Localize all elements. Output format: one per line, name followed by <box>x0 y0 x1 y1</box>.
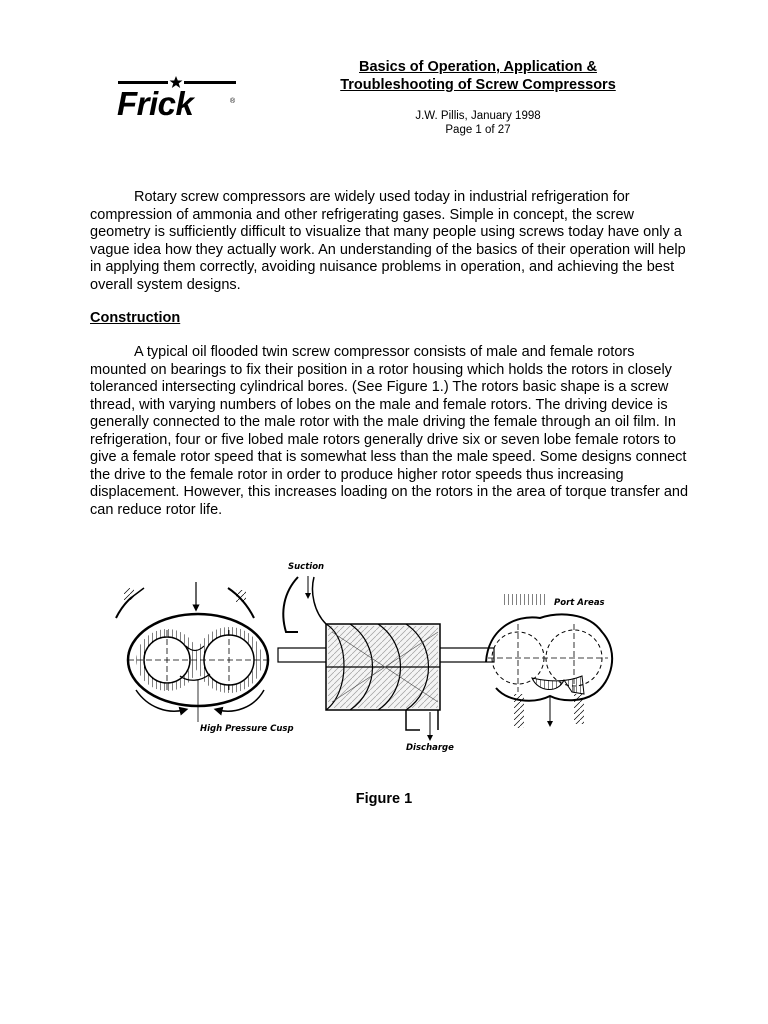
construction-heading: Construction <box>90 310 181 326</box>
center-rotor-view <box>278 562 494 753</box>
left-cross-section <box>116 582 294 734</box>
port-areas-legend-hatch <box>502 594 548 605</box>
figure-caption: Figure 1 <box>355 791 413 807</box>
right-port-view <box>486 594 612 728</box>
registered-mark: ® <box>230 98 236 105</box>
logo-wordmark: Frick <box>117 85 194 122</box>
label-port-areas: Port Areas <box>554 598 605 608</box>
label-discharge: Discharge <box>406 743 454 753</box>
intro-paragraph: Rotary screw compressors are widely used today in industrial refrigeration for compression of ammonia and other refrigerating gases. Simple in concept, the screw geometry is sufficiently difficult to visualize that many people using screws today have only a vague idea how they actually work. An understanding of the basics of their operation will help in applying them correctly, avoiding nuisance problems in operation, and achieving the best overall system designs. <box>90 189 686 293</box>
label-high-pressure-cusp: High Pressure Cusp <box>200 724 294 734</box>
frick-logo <box>116 76 240 122</box>
title-line-1: Basics of Operation, Application & <box>359 59 597 75</box>
construction-paragraph: A typical oil flooded twin screw compressor consists of male and female rotors mounted on bearings to fix their position in a rotor housing which holds the rotors in closely toleranced intersecting cylindrical bores. (See Figure 1.) The rotors basic shape is a screw thread, with varying numbers of lobes on the male and female rotors. The driving device is generally connected to the male rotor with the male driving the female through an oil film. In refrigeration, four or five lobed male rotors generally drive six or seven lobe female rotors to give a female rotor speed that is somewhat less than the male speed. Some designs connect the drive to the female rotor in order to produce higher rotor speeds thus increasing displacement. However, this increases loading on the rotors in the area of torque transfer and can reduce rotor life. <box>90 344 689 518</box>
screw-compressor-diagram <box>88 552 632 760</box>
author-date: J.W. Pillis, January 1998 <box>415 110 541 122</box>
document-header <box>300 58 656 137</box>
frick-logo-graphic <box>116 76 240 122</box>
label-suction: Suction <box>288 562 325 572</box>
figure-1 <box>88 552 632 760</box>
title-line-2: Troubleshooting of Screw Compressors <box>340 77 616 93</box>
page-number: Page 1 of 27 <box>445 124 511 136</box>
